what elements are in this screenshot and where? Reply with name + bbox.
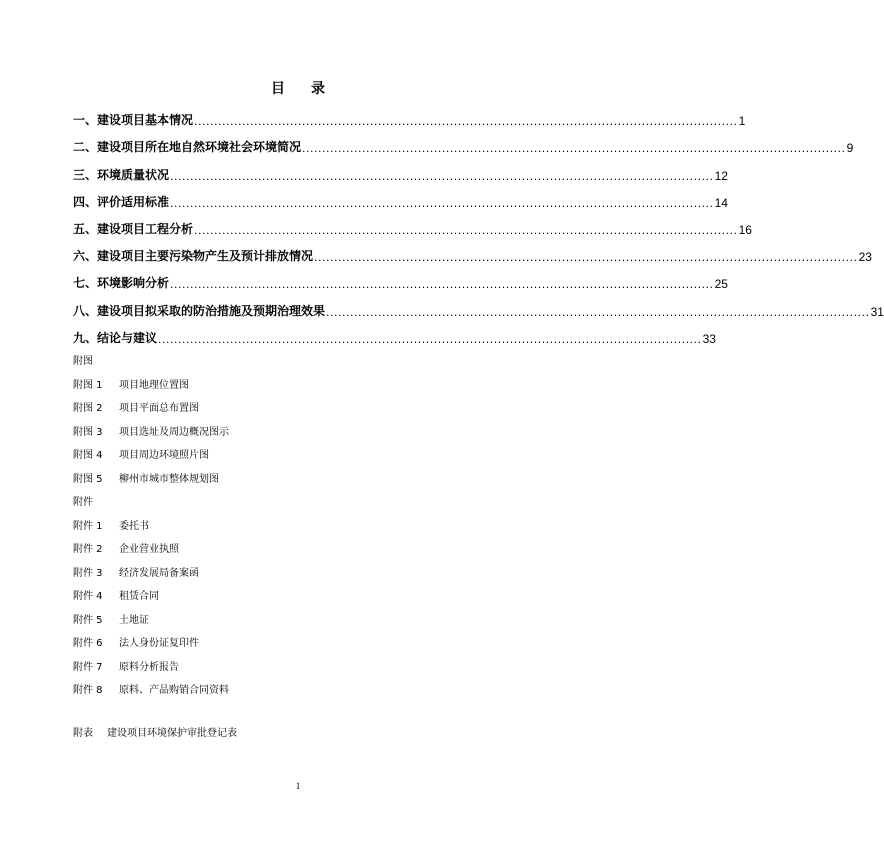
toc-entry-page: 31: [870, 304, 884, 319]
attachments-heading: 附件: [73, 497, 93, 509]
toc-leader-dots: ........................................................................................................................................: [326, 305, 870, 319]
attachment-title: 企业营业执照: [119, 544, 179, 556]
attachment-number: 附件 3: [73, 567, 103, 579]
attachment-title: 经济发展局备案函: [119, 567, 199, 579]
page-title: [0, 78, 596, 98]
toc-entry-page: 16: [738, 222, 752, 237]
toc-entry[interactable]: [73, 155, 728, 183]
toc-entry-page: 9: [846, 141, 854, 156]
appendix-table-title: 建设项目环境保护审批登记表: [107, 728, 237, 739]
figure-number: 附图 1: [73, 379, 103, 391]
toc-entry-page: 14: [714, 195, 728, 210]
figure-title: 项目选址及周边概况图示: [119, 426, 229, 438]
figures-heading: 附图: [73, 356, 93, 368]
attachment-number: 附件 5: [73, 614, 103, 626]
toc-leader-dots: ........................................................................................................................................: [170, 196, 714, 210]
figure-title: 项目平面总布置图: [119, 403, 199, 415]
toc-entry[interactable]: [73, 291, 884, 319]
toc-leader-dots: ........................................................................................................................................: [194, 115, 738, 129]
attachment-item[interactable]: [73, 560, 229, 584]
figure-title: 项目地理位置图: [119, 379, 189, 391]
appendix-table-item[interactable]: [73, 724, 237, 739]
attachment-item[interactable]: [73, 654, 229, 678]
figure-title: 柳州市城市整体规划图: [119, 473, 219, 485]
attachment-item[interactable]: [73, 536, 229, 560]
attachment-number: 附件 1: [73, 520, 103, 532]
toc-entry-label: 九、结论与建议: [73, 330, 158, 345]
attachment-item[interactable]: [73, 607, 229, 631]
attachment-item[interactable]: [73, 513, 229, 537]
figure-title: 项目周边环境照片图: [119, 450, 209, 462]
toc-entry-page: 25: [714, 277, 728, 292]
toc-entry[interactable]: [73, 264, 728, 292]
attachment-number: 附件 2: [73, 544, 103, 556]
toc-leader-dots: ........................................................................................................................................: [170, 169, 714, 183]
toc-leader-dots: ........................................................................................................................................: [194, 223, 738, 237]
attachment-title: 委托书: [119, 520, 149, 532]
toc-leader-dots: ........................................................................................................................................: [158, 332, 702, 346]
figure-number: 附图 3: [73, 426, 103, 438]
figure-item[interactable]: [73, 442, 229, 466]
attachment-item[interactable]: [73, 583, 229, 607]
toc-entry-label: 八、建设项目拟采取的防治措施及预期治理效果: [73, 303, 326, 318]
attachment-item[interactable]: [73, 630, 229, 654]
figure-item[interactable]: [73, 466, 229, 490]
figure-item[interactable]: [73, 372, 229, 396]
attachment-item[interactable]: [73, 677, 229, 701]
toc-entry-label: 六、建设项目主要污染物产生及预计排放情况: [73, 249, 314, 264]
toc-entry[interactable]: [73, 128, 854, 156]
toc-entry-label: 七、环境影响分析: [73, 276, 170, 291]
toc-entry[interactable]: [73, 319, 716, 346]
attachment-title: 原料分析报告: [119, 661, 179, 673]
title-char-1: 目: [271, 81, 285, 97]
table-of-contents: [73, 101, 884, 346]
toc-entry[interactable]: [73, 183, 728, 210]
figure-item[interactable]: [73, 395, 229, 419]
toc-entry-label: 三、环境质量状况: [73, 167, 170, 182]
figure-number: 附图 2: [73, 403, 103, 415]
page-number: 1: [295, 781, 301, 791]
attachment-title: 原料、产品购销合同资料: [119, 685, 229, 697]
attachment-number: 附件 4: [73, 591, 103, 603]
figure-number: 附图 4: [73, 450, 103, 462]
attachment-title: 租赁合同: [119, 591, 159, 603]
toc-entry-label: 四、评价适用标准: [73, 194, 170, 209]
figure-number: 附图 5: [73, 473, 103, 485]
toc-entry-label: 二、建设项目所在地自然环境社会环境简况: [73, 140, 302, 155]
toc-entry-label: 一、建设项目基本情况: [73, 113, 194, 128]
title-char-2: 录: [311, 81, 325, 97]
toc-entry-page: 23: [858, 250, 872, 265]
attachment-title: 法人身份证复印件: [119, 638, 199, 650]
toc-entry[interactable]: [73, 101, 746, 129]
figure-item[interactable]: [73, 419, 229, 443]
toc-leader-dots: ........................................................................................................................................: [302, 142, 846, 156]
attachment-number: 附件 7: [73, 661, 103, 673]
toc-entry-page: 12: [714, 168, 728, 183]
toc-entry[interactable]: [73, 237, 872, 265]
toc-entry-page: 1: [738, 114, 746, 129]
toc-entry-label: 五、建设项目工程分析: [73, 221, 194, 236]
attachment-number: 附件 6: [73, 638, 103, 650]
figures-section: [73, 348, 229, 701]
toc-entry[interactable]: [73, 210, 752, 237]
attachment-title: 土地证: [119, 614, 149, 626]
toc-leader-dots: ........................................................................................................................................: [314, 251, 858, 265]
toc-entry-page: 33: [702, 331, 716, 346]
attachment-number: 附件 8: [73, 685, 103, 697]
appendix-table-heading: 附表: [73, 728, 93, 739]
toc-leader-dots: ........................................................................................................................................: [170, 278, 714, 292]
